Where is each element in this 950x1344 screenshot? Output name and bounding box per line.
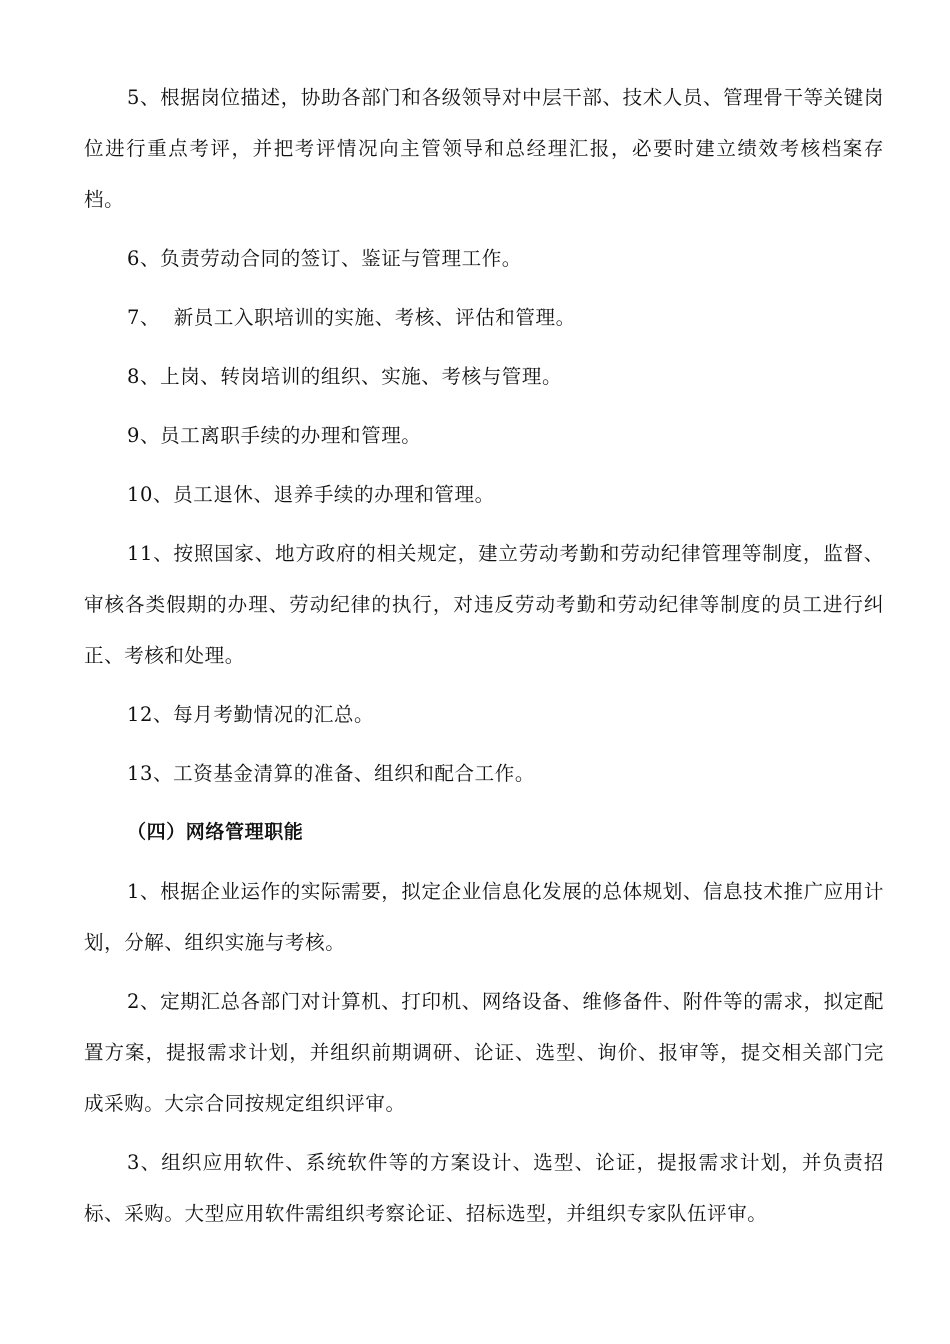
network-paragraph-item-3: 3、组织应用软件、系统软件等的方案设计、选型、论证，提报需求计划，并负责招标、采购。大型应用软件需组织考察论证、招标选型，并组织专家队伍评审。	[84, 1151, 884, 1225]
paragraph-item-6: 6、负责劳动合同的签订、鉴证与管理工作。	[127, 247, 522, 270]
paragraph-item-13: 13、工资基金清算的准备、组织和配合工作。	[127, 762, 535, 785]
paragraph-item-10: 10、员工退休、退养手续的办理和管理。	[127, 483, 495, 506]
paragraph-item-12: 12、每月考勤情况的汇总。	[127, 703, 375, 726]
section-heading: （四）网络管理职能	[127, 821, 304, 843]
network-paragraph-item-1: 1、根据企业运作的实际需要，拟定企业信息化发展的总体规划、信息技术推广应用计划，分解、组织实施与考核。	[84, 880, 884, 954]
paragraph-item-11: 11、按照国家、地方政府的相关规定，建立劳动考勤和劳动纪律管理等制度，监督、审核各类假期的办理、劳动纪律的执行，对违反劳动考勤和劳动纪律等制度的员工进行纠正、考核和处理。	[84, 542, 884, 667]
paragraph-item-8: 8、上岗、转岗培训的组织、实施、考核与管理。	[127, 365, 563, 388]
paragraph-item-7: 7、 新员工入职培训的实施、考核、评估和管理。	[127, 306, 576, 329]
document-page	[84, 72, 884, 1247]
paragraph-item-9: 9、员工离职手续的办理和管理。	[127, 424, 422, 447]
network-paragraph-item-2: 2、定期汇总各部门对计算机、打印机、网络设备、维修备件、附件等的需求，拟定配置方案，提报需求计划，并组织前期调研、论证、选型、询价、报审等，提交相关部门完成采购。大宗合同按规定组织评审。	[84, 990, 884, 1115]
paragraph-item-5: 5、根据岗位描述，协助各部门和各级领导对中层干部、技术人员、管理骨干等关键岗位进行重点考评，并把考评情况向主管领导和总经理汇报，必要时建立绩效考核档案存档。	[84, 86, 884, 211]
